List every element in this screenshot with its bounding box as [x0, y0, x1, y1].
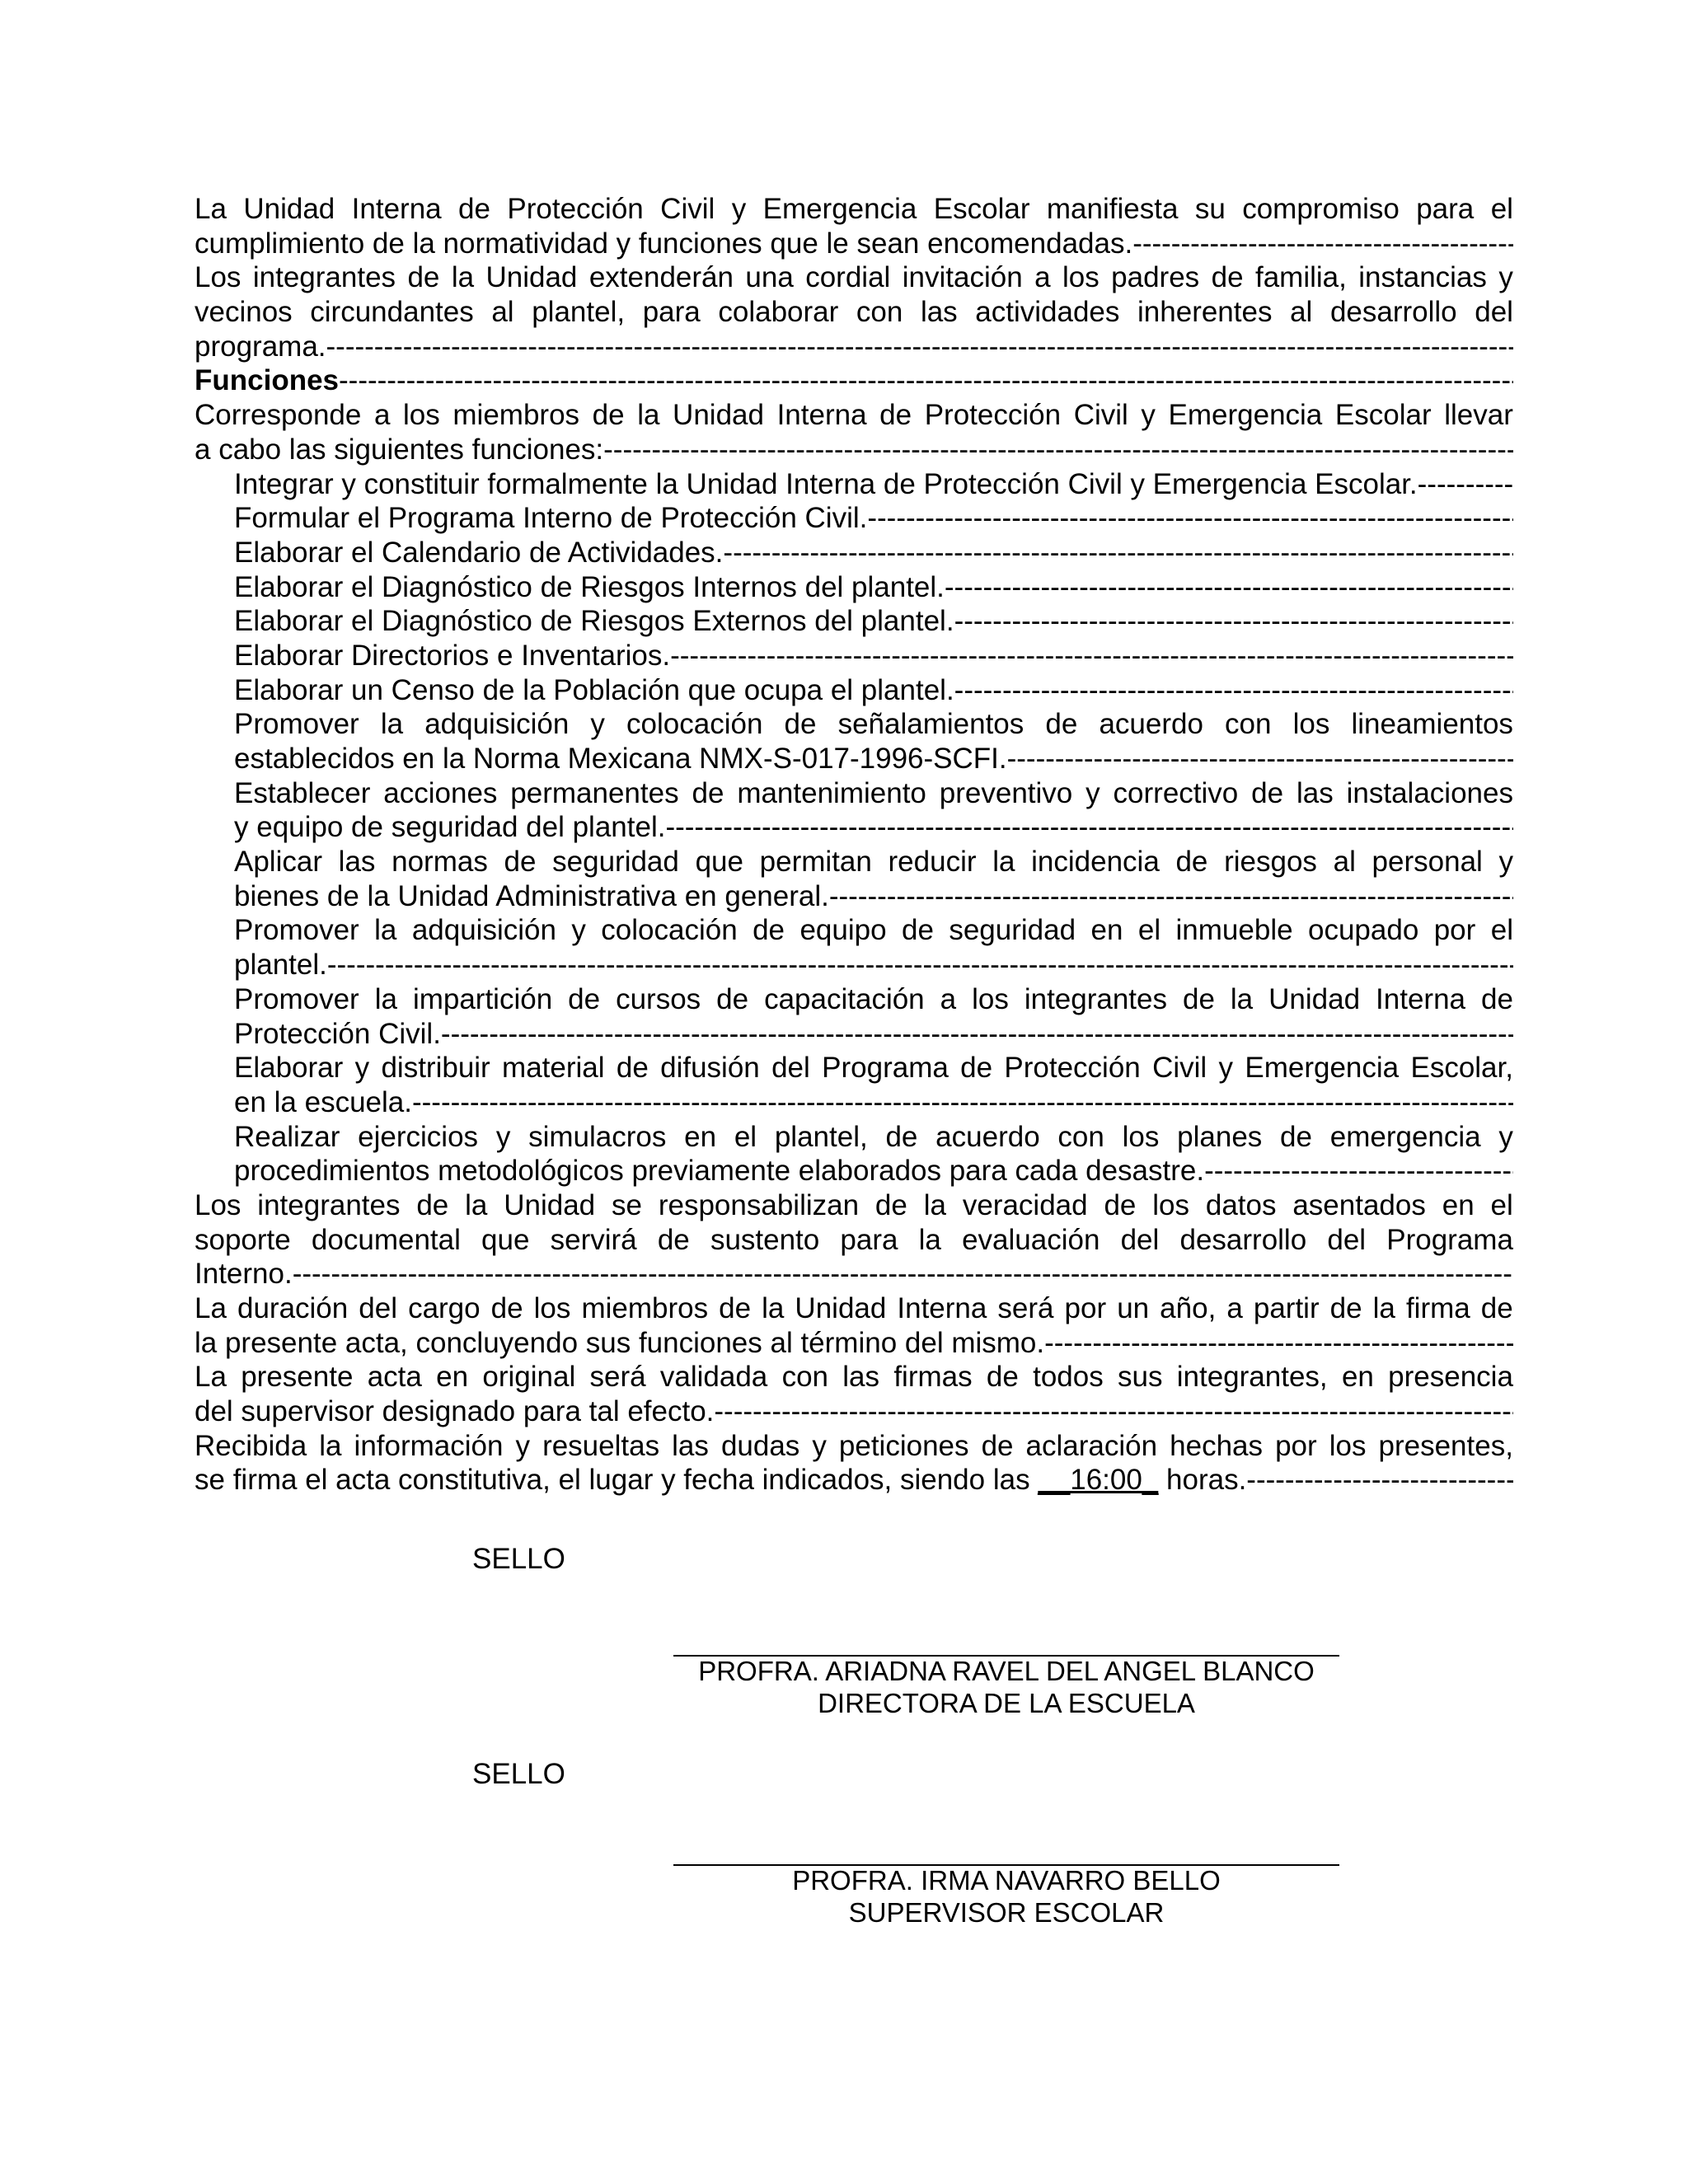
word: personal	[1372, 846, 1483, 879]
word: Recibida	[195, 1429, 307, 1462]
word: de	[753, 914, 785, 947]
word: desarrollo	[1179, 1223, 1307, 1256]
signatory-title: SUPERVISOR ESCOLAR	[848, 1897, 1165, 1928]
time-field: __16:00_	[1038, 1464, 1159, 1497]
word: la	[1372, 1292, 1395, 1324]
word: validada	[659, 1361, 768, 1394]
word: Interna	[1376, 982, 1466, 1015]
word: del	[359, 1292, 398, 1324]
word: soporte	[195, 1223, 291, 1256]
word: al	[1333, 846, 1356, 879]
word: por	[1064, 1292, 1107, 1324]
paragraph-6-line-2: del supervisor designado para tal efecto. -----	[195, 1394, 1513, 1429]
word: Emergencia	[1245, 1052, 1400, 1085]
word: la	[918, 1223, 941, 1256]
word: de	[458, 193, 490, 225]
word: en	[1442, 1188, 1475, 1221]
word: con	[781, 1361, 828, 1394]
word: el	[1137, 914, 1161, 947]
word: presencia	[1388, 1361, 1513, 1394]
word: para	[1416, 193, 1475, 225]
word: normas	[392, 846, 488, 879]
word: de	[1104, 1188, 1137, 1221]
word: sus	[1118, 1361, 1163, 1394]
word: Unidad	[1268, 982, 1361, 1015]
word: la	[319, 1429, 342, 1462]
signatory-title: DIRECTORA DE LA ESCUELA	[818, 1688, 1195, 1718]
word: Unidad	[485, 261, 578, 294]
word: Aplicar	[234, 846, 322, 879]
word: a	[1226, 1292, 1243, 1324]
word: y	[354, 1052, 370, 1085]
word: los	[1329, 1429, 1367, 1462]
word: los	[1122, 1120, 1160, 1153]
paragraph-5-line-1	[195, 1291, 1513, 1326]
word: la	[762, 1292, 785, 1324]
word: acuerdo	[935, 1120, 1040, 1153]
word: los	[972, 982, 1009, 1015]
word: su	[1194, 193, 1226, 225]
word: y	[1218, 1052, 1234, 1085]
word: la	[923, 1188, 946, 1221]
word: al	[491, 296, 514, 329]
word: peticiones	[838, 1429, 969, 1462]
word: por	[1275, 1429, 1317, 1462]
word: información	[354, 1429, 504, 1462]
word: para	[642, 296, 701, 329]
word: colocación	[626, 708, 763, 741]
word: datos	[1205, 1188, 1277, 1221]
function-item-line-1	[195, 913, 1513, 948]
word: desarrollo	[1329, 296, 1457, 329]
word: Interna	[776, 399, 867, 432]
word: plantel,	[774, 1120, 868, 1153]
word: capacitación	[764, 982, 925, 1015]
word: lineamientos	[1351, 708, 1513, 741]
word: se	[612, 1188, 642, 1221]
word: que	[695, 846, 743, 879]
word: y	[571, 914, 586, 947]
word: de	[716, 982, 749, 1015]
word: preventivo	[939, 776, 1073, 809]
word: las	[338, 846, 376, 879]
word: y	[1498, 846, 1513, 879]
word: actividades	[975, 296, 1120, 329]
word: la	[465, 1188, 488, 1221]
paragraph-4-line-2	[195, 1223, 1513, 1258]
word: del	[1327, 1223, 1367, 1256]
word: los	[533, 1292, 571, 1324]
word: integrantes	[252, 261, 396, 294]
word: el	[1490, 1188, 1513, 1221]
word: año,	[1160, 1292, 1217, 1324]
word: señalamientos	[837, 708, 1025, 741]
word: de	[960, 1052, 993, 1085]
word: integrantes	[1024, 982, 1167, 1015]
word: y	[1141, 399, 1156, 432]
word: adquisición	[424, 708, 570, 741]
word: instancias	[1358, 261, 1487, 294]
word: material	[502, 1052, 605, 1085]
function-item: Formular el Programa Interno de Protección Civil. -----	[195, 501, 1513, 536]
word: presente	[241, 1361, 354, 1394]
word: de	[719, 1292, 752, 1324]
word: integrantes	[257, 1188, 401, 1221]
word: de	[885, 1120, 918, 1153]
word: Civil	[1073, 399, 1128, 432]
word: de	[1182, 982, 1215, 1015]
word: y	[515, 1429, 531, 1462]
function-item-line-2: y equipo de seguridad del plantel. -----	[195, 810, 1513, 845]
functions-heading: Funciones -----	[195, 363, 1513, 398]
word: sustento	[710, 1223, 820, 1256]
word: acta	[367, 1361, 422, 1394]
word: miembros	[452, 399, 580, 432]
word: con	[1057, 1120, 1104, 1153]
word: la	[637, 399, 660, 432]
word: Escolar	[933, 193, 1030, 225]
word: inmueble	[1175, 914, 1293, 947]
word: original	[482, 1361, 576, 1394]
word: mantenimiento	[737, 776, 926, 809]
word: familia,	[1254, 261, 1347, 294]
word: el	[1490, 193, 1513, 225]
word: de	[1481, 982, 1513, 1015]
word: Interna	[351, 193, 442, 225]
function-item-line-2: bienes de la Unidad Administrativa en general. -----	[195, 879, 1513, 914]
word: dudas	[720, 1429, 800, 1462]
word: Unidad	[673, 399, 764, 432]
word: La	[195, 1361, 227, 1394]
word: con	[1225, 708, 1272, 741]
word: cordial	[805, 261, 891, 294]
word: en	[684, 1120, 717, 1153]
paragraph-4-line-1	[195, 1188, 1513, 1223]
word: simulacros	[528, 1120, 667, 1153]
word: un	[1117, 1292, 1150, 1324]
word: de	[1480, 1292, 1513, 1324]
paragraph-2-line-2	[195, 295, 1513, 330]
word: el	[1490, 914, 1513, 947]
word: de	[1280, 1120, 1312, 1153]
word: la	[451, 261, 475, 294]
word: de	[1045, 708, 1078, 741]
word: Protección	[507, 193, 644, 225]
word: de	[568, 982, 601, 1015]
word: una	[745, 261, 794, 294]
word: instalaciones	[1346, 776, 1513, 809]
paragraph-4-line-3: Interno. -----	[195, 1257, 1513, 1291]
word: presentes,	[1378, 1429, 1513, 1462]
word: y	[590, 708, 605, 741]
word: veracidad	[962, 1188, 1088, 1221]
word: inherentes	[1137, 296, 1273, 329]
word: de	[901, 914, 934, 947]
word: de	[616, 1052, 649, 1085]
function-item-line-2: procedimientos metodológicos previamente elaborados para cada desastre. -----	[195, 1154, 1513, 1188]
word: padres	[1111, 261, 1200, 294]
word: Protección	[1004, 1052, 1141, 1085]
word: asentados	[1292, 1188, 1426, 1221]
word: La	[195, 1292, 227, 1324]
document-body	[195, 192, 1513, 1497]
word: el	[734, 1120, 757, 1153]
paragraph-2-line-3: programa. -----	[195, 330, 1513, 364]
word: Unidad	[243, 193, 335, 225]
word: a	[1034, 261, 1051, 294]
function-item-line-2: plantel. -----	[195, 948, 1513, 982]
function-item-line-1	[195, 1051, 1513, 1085]
word: y	[495, 1120, 511, 1153]
word: de	[784, 708, 817, 741]
word: equipo	[799, 914, 887, 947]
word: Los	[195, 1188, 241, 1221]
word: duración	[237, 1292, 349, 1324]
word: Realizar	[234, 1120, 340, 1153]
word: acuerdo	[1099, 708, 1203, 741]
word: extenderán	[588, 261, 734, 294]
word: planes	[1177, 1120, 1263, 1153]
word: evaluación	[962, 1223, 1100, 1256]
function-item: Elaborar Directorios e Inventarios. -----	[195, 639, 1513, 673]
word: los	[1292, 708, 1330, 741]
word: Los	[195, 261, 241, 294]
function-item-line-1	[195, 982, 1513, 1017]
word: los	[1062, 261, 1100, 294]
signatory-name: PROFRA. IRMA NAVARRO BELLO	[792, 1865, 1221, 1896]
word: ejercicios	[358, 1120, 479, 1153]
word: miembros	[581, 1292, 709, 1324]
word: Emergencia	[1168, 399, 1323, 432]
word: y	[812, 1429, 827, 1462]
word: de	[1251, 776, 1284, 809]
paragraph-7-line-2: se firma el acta constitutiva, el lugar y fecha indicados, siendo las __16:00_ horas. -----	[195, 1463, 1513, 1497]
word: acciones	[383, 776, 498, 809]
word: permanentes	[510, 776, 679, 809]
word: las	[672, 1429, 709, 1462]
word: riesgos	[1224, 846, 1317, 879]
word: Civil	[1152, 1052, 1207, 1085]
word: de	[692, 776, 724, 809]
word: de	[1175, 846, 1208, 879]
word: de	[504, 846, 537, 879]
word: Programa	[822, 1052, 949, 1085]
word: documental	[311, 1223, 461, 1256]
word: distribuir	[381, 1052, 490, 1085]
word: seguridad	[552, 846, 679, 879]
word: será	[589, 1361, 646, 1394]
word: de	[879, 399, 912, 432]
word: será	[997, 1292, 1054, 1324]
word: Promover	[234, 708, 359, 741]
word: plantel,	[532, 296, 626, 329]
word: de	[490, 1292, 523, 1324]
word: la	[992, 846, 1015, 879]
seal-label: SELLO	[472, 1543, 565, 1575]
word: colaborar	[718, 296, 839, 329]
word: permitan	[759, 846, 872, 879]
word: de	[981, 1429, 1014, 1462]
paragraph-6-line-1	[195, 1360, 1513, 1394]
paragraph-1-line-2: cumplimiento de la normatividad y funciones que le sean encomendadas. -----	[195, 227, 1513, 261]
word: del	[771, 1052, 810, 1085]
word: de	[416, 1188, 449, 1221]
word: integrantes,	[1176, 1361, 1328, 1394]
word: reducir	[888, 846, 977, 879]
word: y	[1085, 776, 1100, 809]
paragraph-1-line-1	[195, 192, 1513, 227]
paragraph-5-line-2: la presente acta, concluyendo sus funciones al término del mismo. -----	[195, 1326, 1513, 1361]
word: Elaborar	[234, 1052, 344, 1085]
word: la	[1230, 982, 1254, 1015]
function-item-line-1	[195, 707, 1513, 742]
function-item: Integrar y constituir formalmente la Unidad Interna de Protección Civil y Emergencia Escolar. -----	[195, 467, 1513, 502]
word: de	[874, 1188, 907, 1221]
signatory-name: PROFRA. ARIADNA RAVEL DEL ANGEL BLANCO	[698, 1656, 1315, 1686]
word: los	[403, 399, 440, 432]
function-item-line-2: en la escuela. -----	[195, 1085, 1513, 1120]
word: Unidad	[795, 1292, 887, 1324]
word: y	[1498, 1120, 1513, 1153]
word: de	[986, 1361, 1019, 1394]
word: y	[1498, 261, 1513, 294]
word: manifiesta	[1046, 193, 1179, 225]
word: Civil	[660, 193, 715, 225]
word: servirá	[550, 1223, 637, 1256]
word: para	[840, 1223, 898, 1256]
word: y	[731, 193, 747, 225]
word: hechas	[1170, 1429, 1264, 1462]
word: correctivo	[1113, 776, 1239, 809]
word: La	[195, 193, 227, 225]
word: Escolar,	[1410, 1052, 1513, 1085]
word: ocupado	[1308, 914, 1419, 947]
function-item-line-1	[195, 845, 1513, 879]
word: Interna	[897, 1292, 987, 1324]
word: vecinos	[195, 296, 293, 329]
word: por	[1433, 914, 1476, 947]
word: del	[1120, 1223, 1160, 1256]
word: incidencia	[1031, 846, 1160, 879]
word: firmas	[893, 1361, 973, 1394]
word: Unidad	[504, 1188, 596, 1221]
word: la	[380, 708, 404, 741]
word: en	[1341, 1361, 1374, 1394]
word: Protección	[924, 399, 1062, 432]
word: las	[842, 1361, 880, 1394]
word: cursos	[616, 982, 701, 1015]
word: de	[1329, 1292, 1362, 1324]
word: emergencia	[1329, 1120, 1481, 1153]
word: circundantes	[310, 296, 474, 329]
word: la	[374, 914, 397, 947]
word: todos	[1033, 1361, 1104, 1394]
word: resueltas	[542, 1429, 660, 1462]
word: invitación	[902, 261, 1023, 294]
word: Promover	[234, 982, 359, 1015]
word: seguridad	[949, 914, 1076, 947]
word: difusión	[660, 1052, 760, 1085]
paragraph-3-line-2: a cabo las siguientes funciones: -----	[195, 433, 1513, 467]
word: con	[856, 296, 903, 329]
word: las	[920, 296, 958, 329]
word: en	[436, 1361, 469, 1394]
function-item: Elaborar el Diagnóstico de Riesgos Internos del plantel. -----	[195, 570, 1513, 605]
word: del	[1475, 296, 1513, 329]
word: de	[592, 399, 625, 432]
function-item: Elaborar el Diagnóstico de Riesgos Externos del plantel. -----	[195, 604, 1513, 639]
word: al	[1290, 296, 1313, 329]
function-item: Elaborar el Calendario de Actividades. -----	[195, 536, 1513, 570]
word: cargo	[408, 1292, 481, 1324]
function-item-line-2: Protección Civil. -----	[195, 1017, 1513, 1052]
seal-label: SELLO	[472, 1758, 565, 1790]
function-item-line-1	[195, 1120, 1513, 1155]
word: adquisición	[411, 914, 556, 947]
word: colocación	[601, 914, 738, 947]
word: a	[373, 399, 391, 432]
word: firma	[1405, 1292, 1470, 1324]
word: Emergencia	[762, 193, 917, 225]
paragraph-3-line-1	[195, 398, 1513, 433]
word: de	[407, 261, 440, 294]
word: las	[1296, 776, 1334, 809]
word: Programa	[1386, 1223, 1513, 1256]
word: partir	[1253, 1292, 1320, 1324]
function-item-line-2: establecidos en la Norma Mexicana NMX-S-017-1996-SCFI. -----	[195, 742, 1513, 776]
word: en	[1090, 914, 1123, 947]
paragraph-7-line-1	[195, 1429, 1513, 1464]
word: responsabilizan	[658, 1188, 860, 1221]
word: de	[657, 1223, 690, 1256]
word: la	[374, 982, 397, 1015]
word: impartición	[412, 982, 553, 1015]
word: aclaración	[1025, 1429, 1158, 1462]
function-item-line-1	[195, 776, 1513, 811]
function-item: Elaborar un Censo de la Población que ocupa el plantel. -----	[195, 673, 1513, 708]
word: compromiso	[1242, 193, 1400, 225]
word: que	[481, 1223, 530, 1256]
word: los	[1152, 1188, 1189, 1221]
word: Promover	[234, 914, 359, 947]
word: Escolar	[1334, 399, 1432, 432]
word: Corresponde	[195, 399, 362, 432]
paragraph-2-line-1	[195, 260, 1513, 295]
word: de	[1211, 261, 1244, 294]
word: Establecer	[234, 776, 371, 809]
word: llevar	[1444, 399, 1513, 432]
word: a	[940, 982, 957, 1015]
